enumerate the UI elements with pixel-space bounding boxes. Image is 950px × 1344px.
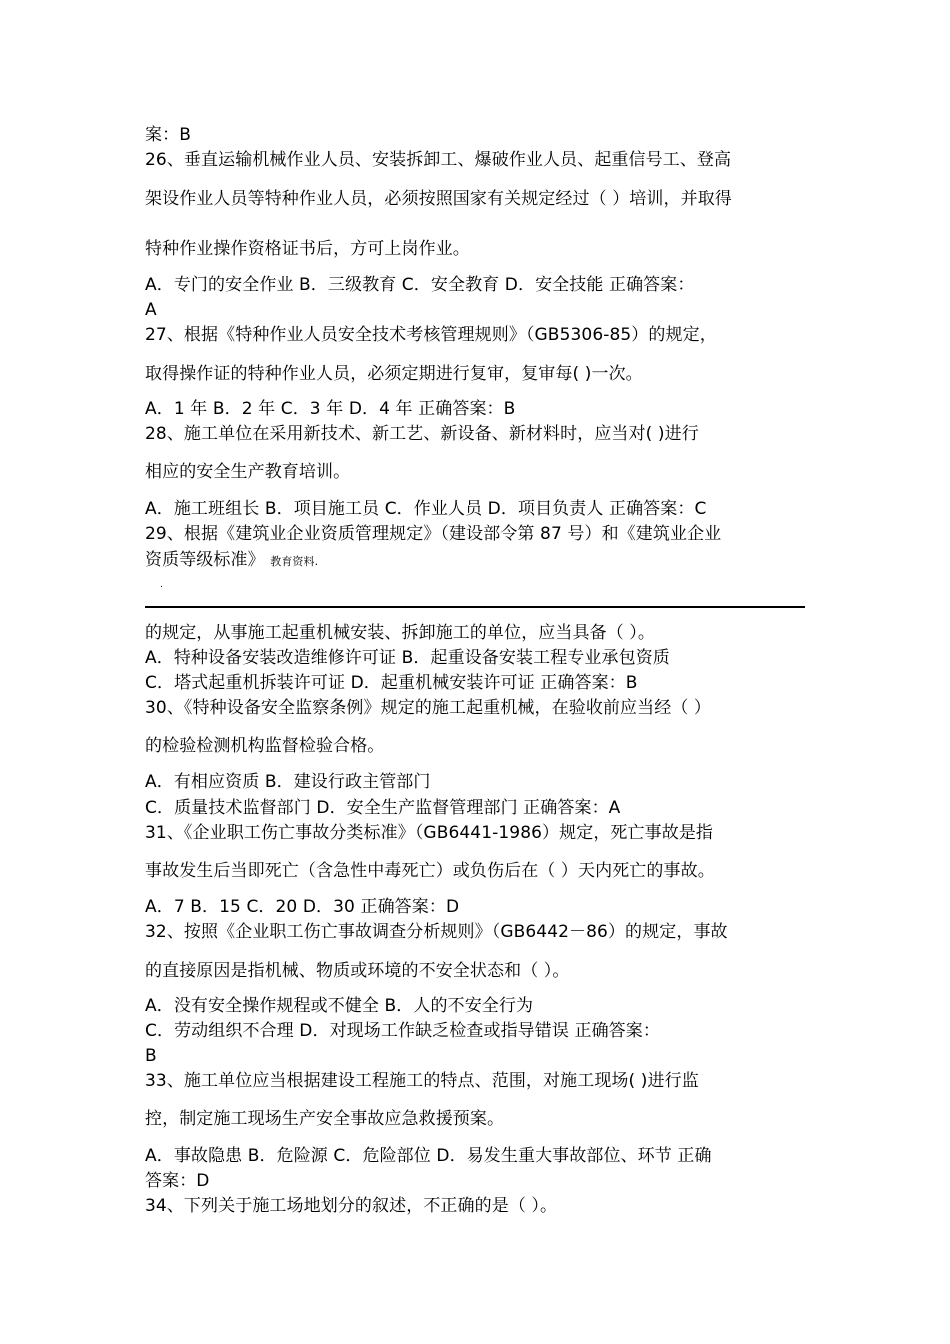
question-29-line-2-text: 资质等级标准》 [145, 550, 265, 570]
question-30-line-2: 的检验检测机构监督检验合格。 [145, 736, 385, 756]
question-33-answer: 答案：D [145, 1171, 210, 1191]
question-28-options: A．施工班组长 B．项目施工员 C．作业人员 D．项目负责人 正确答案：C [145, 499, 707, 519]
question-26-line-2: 架设作业人员等特种作业人员，必须按照国家有关规定经过（ ）培训，并取得 [145, 189, 732, 209]
question-26-options: A．专门的安全作业 B．三级教育 C．安全教育 D．安全技能 正确答案： [145, 275, 695, 295]
question-33-line-1: 33、施工单位应当根据建设工程施工的特点、范围，对施工现场( )进行监 [145, 1071, 699, 1091]
question-32-options-1: A．没有安全操作规程或不健全 B．人的不安全行为 [145, 996, 534, 1016]
question-30-line-1: 30、《特种设备安全监察条例》规定的施工起重机械，在验收前应当经（ ） [145, 698, 712, 718]
question-32-line-1: 32、按照《企业职工伤亡事故调查分析规则》（GB6442－86）的规定，事故 [145, 922, 728, 942]
question-34-line-1: 34、下列关于施工场地划分的叙述，不正确的是（ ）。 [145, 1196, 558, 1216]
question-28-line-2: 相应的安全生产教育培训。 [145, 462, 351, 482]
question-30-options-2: C．质量技术监督部门 D．安全生产监督管理部门 正确答案：A [145, 798, 621, 818]
question-31-line-2: 事故发生后当即死亡（含急性中毒死亡）或负伤后在（ ）天内死亡的事故。 [145, 861, 715, 881]
question-32-answer: B [145, 1046, 157, 1066]
page-dot: . [160, 580, 163, 590]
question-30-options-1: A．有相应资质 B．建设行政主管部门 [145, 772, 431, 792]
question-29-line-2 [145, 549, 810, 573]
question-27-line-1: 27、根据《特种作业人员安全技术考核管理规则》（GB5306-85）的规定， [145, 325, 717, 345]
question-27-options: A．1 年 B．2 年 C．3 年 D．4 年 正确答案：B [145, 399, 516, 419]
question-31-options: A．7 B．15 C．20 D．30 正确答案：D [145, 897, 460, 917]
question-27-line-2: 取得操作证的特种作业人员，必须定期进行复审，复审每( )一次。 [145, 364, 643, 384]
question-32-line-2: 的直接原因是指机械、物质或环境的不安全状态和（ ）。 [145, 961, 570, 981]
footer-note: 教育资料. [270, 555, 319, 568]
question-33-line-2: 控，制定施工现场生产安全事故应急救援预案。 [145, 1109, 505, 1129]
question-29-options-1: A．特种设备安装改造维修许可证 B．起重设备安装工程专业承包资质 [145, 648, 670, 668]
question-31-line-1: 31、《企业职工伤亡事故分类标准》（GB6441-1986）规定，死亡事故是指 [145, 823, 714, 843]
question-33-options: A．事故隐患 B．危险源 C．危险部位 D．易发生重大事故部位、环节 正确 [145, 1146, 712, 1166]
question-29-options-2: C．塔式起重机拆装许可证 D．起重机械安装许可证 正确答案：B [145, 673, 638, 693]
question-26-line-3: 特种作业操作资格证书后，方可上岗作业。 [145, 239, 470, 259]
question-29-line-1: 29、根据《建筑业企业资质管理规定》（建设部令第 87 号）和《建筑业企业 [145, 524, 722, 544]
question-26-answer: A [145, 300, 157, 320]
page-divider [145, 606, 805, 608]
question-32-options-2: C．劳动组织不合理 D．对现场工作缺乏检查或指导错误 正确答案： [145, 1021, 660, 1041]
question-28-line-1: 28、施工单位在采用新技术、新工艺、新设备、新材料时，应当对( )进行 [145, 424, 699, 444]
question-29-line-3: 的规定，从事施工起重机械安装、拆卸施工的单位，应当具备（ ）。 [145, 623, 656, 643]
question-26-line-1: 26、垂直运输机械作业人员、安装拆卸工、爆破作业人员、起重信号工、登高 [145, 150, 732, 170]
answer-line: 案：B [145, 125, 191, 145]
